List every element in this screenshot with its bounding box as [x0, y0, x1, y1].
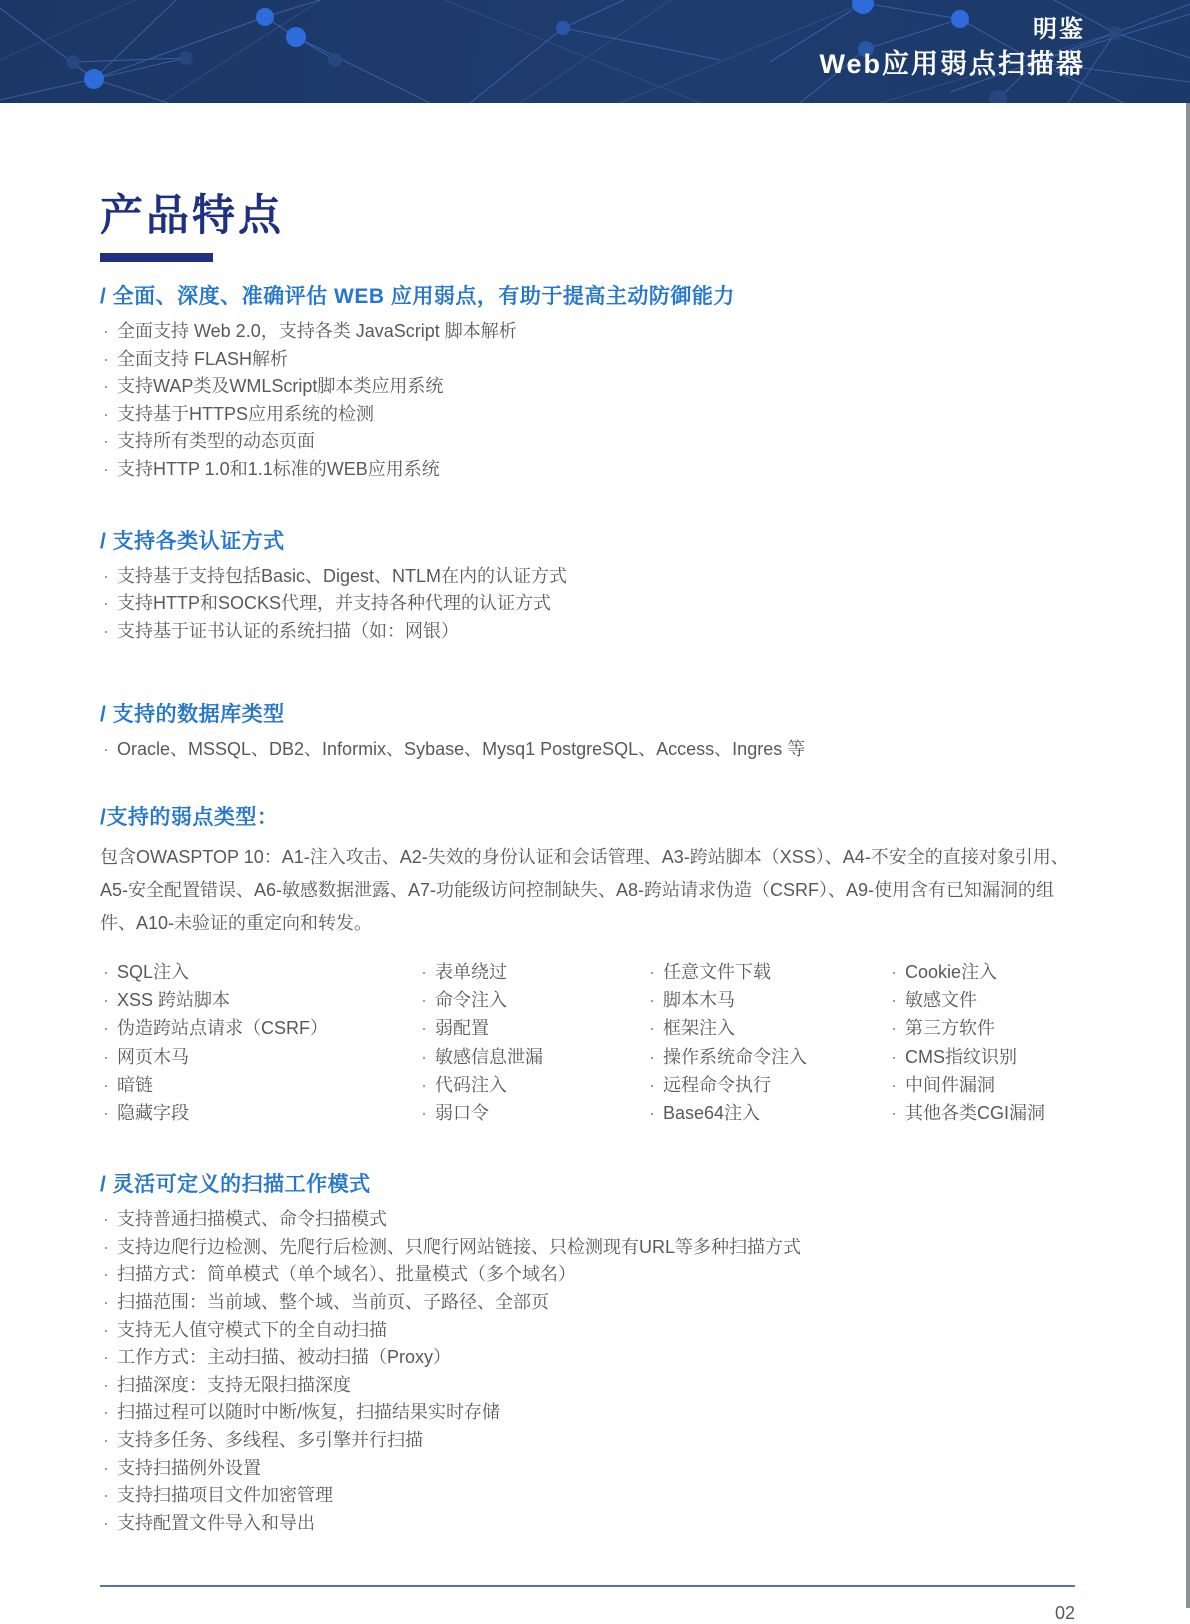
- bullet-dot-icon: ·: [103, 739, 109, 760]
- bullet-dot-icon: ·: [649, 990, 655, 1011]
- bullet-dot-icon: ·: [103, 1512, 109, 1533]
- bullet-dot-icon: ·: [103, 321, 109, 341]
- bullet-text: 支持基于证书认证的系统扫描（如：网银）: [117, 620, 459, 641]
- bullet-text: 支持边爬行边检测、先爬行后检测、只爬行网站链接、只检测现有URL等多种扫描方式: [117, 1236, 802, 1257]
- bullet-text: SQL注入: [117, 961, 190, 982]
- section-heading: / 支持的数据库类型: [100, 703, 285, 727]
- bullet-text: 工作方式：主动扫描、被动扫描（Proxy）: [117, 1347, 452, 1368]
- bullet-dot-icon: ·: [103, 1374, 109, 1395]
- list-item: [646, 1014, 888, 1042]
- bullet-dot-icon: ·: [891, 990, 897, 1011]
- bullet-dot-icon: ·: [103, 431, 109, 452]
- section-web-assessment: [100, 283, 1090, 484]
- bullet-text: 操作系统命令注入: [663, 1046, 807, 1067]
- bullet-dot-icon: ·: [103, 1209, 109, 1230]
- list-item: [888, 958, 1090, 986]
- bullet-text: 隐藏字段: [117, 1102, 189, 1123]
- list-item: [418, 1071, 646, 1099]
- bullet-dot-icon: ·: [103, 376, 109, 397]
- section-heading: /支持的弱点类型：: [100, 805, 279, 829]
- list-item: [100, 401, 1090, 429]
- bullet-text: 支持扫描例外设置: [117, 1457, 261, 1478]
- list-item: [100, 1317, 1090, 1345]
- list-item: [100, 1043, 418, 1071]
- section-database-types: [100, 701, 1090, 764]
- list-item: [100, 1372, 1090, 1400]
- bullet-dot-icon: ·: [103, 1485, 109, 1506]
- list-item: [646, 1071, 888, 1099]
- bullet-text: 任意文件下载: [663, 961, 771, 982]
- bullet-dot-icon: ·: [103, 1018, 109, 1039]
- list-item: [100, 1399, 1090, 1427]
- list-item: [888, 1071, 1090, 1099]
- bullet-text: 全面支持 FLASH解析: [117, 348, 289, 369]
- bullet-text: 支持基于支持包括Basic、Digest、NTLM在内的认证方式: [117, 565, 568, 586]
- bullet-text: 代码注入: [435, 1074, 507, 1095]
- bullet-text: 弱配置: [435, 1018, 489, 1039]
- bullet-dot-icon: ·: [103, 1429, 109, 1450]
- bullet-text: 中间件漏洞: [905, 1074, 995, 1095]
- bullet-dot-icon: ·: [103, 1264, 109, 1285]
- bullet-dot-icon: ·: [891, 1018, 897, 1039]
- bullet-dot-icon: ·: [103, 1402, 109, 1423]
- list-item: [100, 563, 1090, 591]
- product-name: Web应用弱点扫描器: [819, 49, 1085, 79]
- weakness-columns: [100, 958, 1090, 1127]
- list-item: [888, 1043, 1090, 1071]
- list-item: [100, 1206, 1090, 1234]
- list-item: [100, 1014, 418, 1042]
- bullet-text: 支持扫描项目文件加密管理: [117, 1485, 333, 1506]
- bullet-dot-icon: ·: [421, 961, 427, 982]
- bullet-dot-icon: ·: [421, 1046, 427, 1067]
- bullet-text: 暗链: [117, 1074, 153, 1095]
- list-item: [100, 1344, 1090, 1372]
- list-item: [100, 986, 418, 1014]
- page-edge: [1186, 0, 1190, 1608]
- bullet-text: 弱口令: [435, 1102, 489, 1123]
- bullet-list: [100, 1206, 1090, 1537]
- list-item: [418, 958, 646, 986]
- weakness-column-3: [646, 958, 888, 1127]
- bullet-dot-icon: ·: [103, 961, 109, 982]
- bullet-text: 框架注入: [663, 1018, 735, 1039]
- bullet-list: [100, 736, 1090, 764]
- list-item: [100, 373, 1090, 401]
- section-heading: / 支持各类认证方式: [100, 529, 285, 553]
- bullet-dot-icon: ·: [649, 1102, 655, 1123]
- footer-rule: [100, 1585, 1075, 1587]
- bullet-list: [100, 318, 1090, 484]
- page-number: 02: [1054, 1603, 1075, 1624]
- bullet-dot-icon: ·: [649, 1018, 655, 1039]
- list-item: [100, 958, 418, 986]
- header-banner: [0, 0, 1190, 103]
- bullet-text: 伪造跨站点请求（CSRF）: [117, 1018, 328, 1039]
- bullet-text: 支持HTTP和SOCKS代理，并支持各种代理的认证方式: [117, 593, 552, 614]
- bullet-text: 扫描过程可以随时中断/恢复，扫描结果实时存储: [117, 1402, 500, 1423]
- bullet-dot-icon: ·: [649, 1046, 655, 1067]
- bullet-dot-icon: ·: [103, 1102, 109, 1123]
- list-item: [888, 1014, 1090, 1042]
- bullet-dot-icon: ·: [103, 1236, 109, 1257]
- bullet-dot-icon: ·: [103, 1347, 109, 1368]
- list-item: [646, 958, 888, 986]
- list-item: [100, 318, 1090, 346]
- bullet-text: 支持配置文件导入和导出: [117, 1512, 315, 1533]
- bullet-text: 敏感文件: [905, 990, 977, 1011]
- bullet-text: Cookie注入: [905, 961, 998, 982]
- bullet-dot-icon: ·: [891, 961, 897, 982]
- list-item: [646, 1043, 888, 1071]
- bullet-text: 支持无人值守模式下的全自动扫描: [117, 1319, 387, 1340]
- bullet-text: 命令注入: [435, 990, 507, 1011]
- bullet-text: Oracle、MSSQL、DB2、Informix、Sybase、Mysq1 PostgreSQL、Access、Ingres 等: [117, 739, 806, 760]
- bullet-dot-icon: ·: [421, 1018, 427, 1039]
- bullet-list: [100, 563, 1090, 646]
- bullet-dot-icon: ·: [103, 1457, 109, 1478]
- weakness-column-2: [418, 958, 646, 1127]
- bullet-dot-icon: ·: [103, 565, 109, 586]
- bullet-text: 支持基于HTTPS应用系统的检测: [117, 403, 374, 424]
- list-item: [100, 456, 1090, 484]
- list-item: [100, 736, 1090, 764]
- list-item: [100, 1234, 1090, 1262]
- bullet-dot-icon: ·: [649, 961, 655, 982]
- list-item: [418, 1099, 646, 1127]
- bullet-text: 网页木马: [117, 1046, 189, 1067]
- bullet-text: 支持WAP类及WMLScript脚本类应用系统: [117, 376, 444, 397]
- bullet-text: 表单绕过: [435, 961, 507, 982]
- bullet-text: 敏感信息泄漏: [435, 1046, 543, 1067]
- section-auth-methods: [100, 528, 1090, 646]
- bullet-text: Base64注入: [663, 1102, 761, 1123]
- list-item: [100, 1455, 1090, 1483]
- bullet-dot-icon: ·: [103, 458, 109, 479]
- list-item: [418, 986, 646, 1014]
- section-scan-modes: [100, 1171, 1090, 1537]
- brand-block: [819, 14, 1085, 82]
- owasp-paragraph: 包含OWASPTOP 10：A1-注入攻击、A2-失效的身份认证和会话管理、A3-跨站脚本（XSS）、A4-不安全的直接对象引用、A5-安全配置错误、A6-敏感数据泄露、A7-功能级访问控制缺失、A8-跨站请求伪造（CSRF）、A9-使用含有已知漏洞的组件、A10-未验证的重定向和转发。: [100, 846, 1069, 933]
- bullet-text: 脚本木马: [663, 990, 735, 1011]
- list-item: [100, 590, 1090, 618]
- list-item: [100, 1510, 1090, 1538]
- bullet-dot-icon: ·: [103, 1319, 109, 1340]
- bullet-text: 扫描范围：当前域、整个域、当前页、子路径、全部页: [117, 1291, 549, 1312]
- list-item: [418, 1014, 646, 1042]
- list-item: [100, 1427, 1090, 1455]
- list-item: [100, 346, 1090, 374]
- bullet-text: 远程命令执行: [663, 1074, 771, 1095]
- bullet-dot-icon: ·: [421, 1074, 427, 1095]
- bullet-dot-icon: ·: [103, 990, 109, 1011]
- section-weakness-types: [100, 804, 1090, 1127]
- bullet-dot-icon: ·: [103, 403, 109, 424]
- bullet-dot-icon: ·: [421, 990, 427, 1011]
- list-item: [418, 1043, 646, 1071]
- section-heading: / 灵活可定义的扫描工作模式: [100, 1173, 371, 1197]
- bullet-text: 全面支持 Web 2.0，支持各类 JavaScript 脚本解析: [117, 321, 517, 341]
- bullet-dot-icon: ·: [103, 348, 109, 369]
- bullet-text: CMS指纹识别: [905, 1046, 1017, 1067]
- bullet-text: 第三方软件: [905, 1018, 995, 1039]
- bullet-text: 支持所有类型的动态页面: [117, 431, 315, 452]
- bullet-text: 支持HTTP 1.0和1.1标准的WEB应用系统: [117, 458, 440, 479]
- list-item: [100, 618, 1090, 646]
- bullet-dot-icon: ·: [649, 1074, 655, 1095]
- list-item: [100, 1261, 1090, 1289]
- weakness-column-1: [100, 958, 418, 1127]
- bullet-text: XSS 跨站脚本: [117, 990, 231, 1011]
- bullet-dot-icon: ·: [421, 1102, 427, 1123]
- list-item: [888, 1099, 1090, 1127]
- list-item: [100, 1482, 1090, 1510]
- bullet-dot-icon: ·: [103, 593, 109, 614]
- bullet-text: 扫描方式：简单模式（单个域名）、批量模式（多个域名）: [117, 1264, 576, 1285]
- list-item: [100, 1099, 418, 1127]
- section-heading: / 全面、深度、准确评估 WEB 应用弱点，有助于提高主动防御能力: [100, 285, 735, 308]
- bullet-dot-icon: ·: [891, 1046, 897, 1067]
- list-item: [100, 1289, 1090, 1317]
- bullet-text: 支持多任务、多线程、多引擎并行扫描: [117, 1429, 423, 1450]
- weakness-column-4: [888, 958, 1090, 1127]
- bullet-dot-icon: ·: [103, 1291, 109, 1312]
- list-item: [100, 1071, 418, 1099]
- title-underline: [100, 253, 213, 262]
- list-item: [100, 428, 1090, 456]
- bullet-dot-icon: ·: [103, 1074, 109, 1095]
- footer: [100, 1585, 1075, 1624]
- list-item: [646, 986, 888, 1014]
- bullet-dot-icon: ·: [891, 1102, 897, 1123]
- bullet-text: 扫描深度：支持无限扫描深度: [117, 1374, 351, 1395]
- list-item: [888, 986, 1090, 1014]
- bullet-dot-icon: ·: [891, 1074, 897, 1095]
- list-item: [646, 1099, 888, 1127]
- bullet-text: 支持普通扫描模式、命令扫描模式: [117, 1209, 387, 1230]
- bullet-dot-icon: ·: [103, 1046, 109, 1067]
- brand-name: 明鉴: [1033, 16, 1085, 43]
- page-title: 产品特点: [100, 192, 284, 240]
- bullet-text: 其他各类CGI漏洞: [905, 1102, 1046, 1123]
- bullet-dot-icon: ·: [103, 620, 109, 641]
- content: [0, 193, 1190, 1537]
